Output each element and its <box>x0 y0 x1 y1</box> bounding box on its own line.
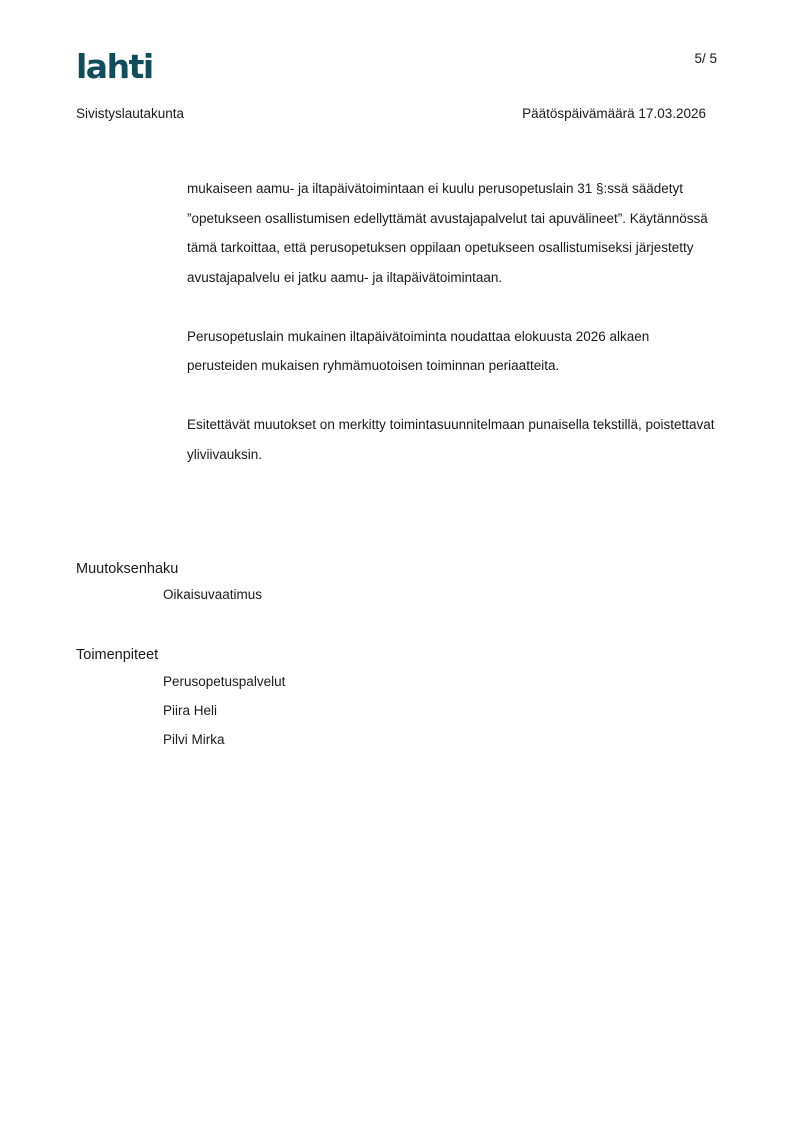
organization-name: Sivistyslautakunta <box>76 106 185 121</box>
lahti-logo <box>76 46 176 82</box>
appeal-item: Oikaisuvaatimus <box>163 587 263 602</box>
appeal-heading: Muutoksenhaku <box>76 561 179 577</box>
page-number: 5/ 5 <box>694 51 717 66</box>
body-paragraph: mukaiseen aamu- ja iltapäivätoimintaan ei kuulu perusopetuslain 31 §:ssä säädetyt ”opetukseen osallistumisen edellyttämät avustajapalvelut tai apuvälineet”. Käytännössä tämä tarkoittaa, että perusopetuksen oppilaan opetukseen osallistumiseksi järjestetty avustajapalvelu ei jatku aamu- ja iltapäivätoimintaan. <box>187 181 708 285</box>
svg-text:lahti: lahti <box>76 47 153 82</box>
actions-item: Pilvi Mirka <box>163 732 225 747</box>
actions-item: Piira Heli <box>163 703 218 718</box>
body-text <box>187 174 717 499</box>
actions-heading: Toimenpiteet <box>76 647 159 663</box>
body-paragraph: Esitettävät muutokset on merkitty toimintasuunnitelmaan punaisella tekstillä, poistettavat yliviivauksin. <box>187 417 715 462</box>
actions-item: Perusopetuspalvelut <box>163 674 286 689</box>
decision-date: Päätöspäivämäärä 17.03.2026 <box>522 106 706 121</box>
body-paragraph: Perusopetuslain mukainen iltapäivätoiminta noudattaa elokuusta 2026 alkaen perusteiden mukaisen ryhmämuotoisen toiminnan periaatteita. <box>187 328 650 373</box>
